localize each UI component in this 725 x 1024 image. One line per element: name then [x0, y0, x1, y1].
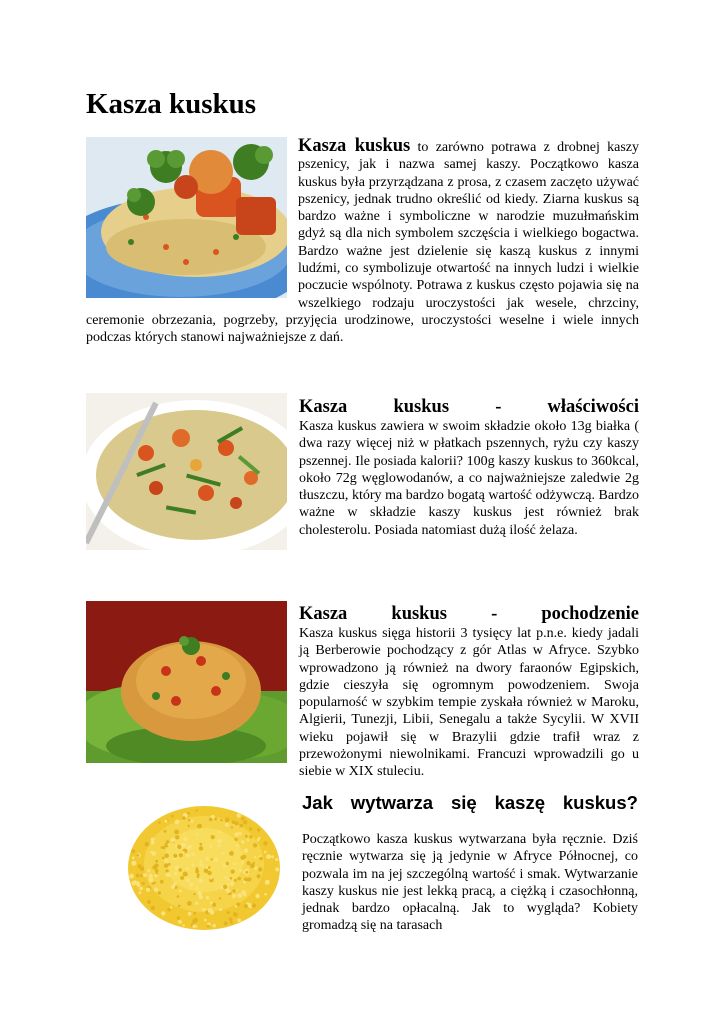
- production-heading: [302, 792, 638, 814]
- heading-word: -: [495, 397, 502, 417]
- production-paragraph: Początkowo kasza kuskus wytwarzana była ręcznie. Dziś ręcznie wytwarza się ją jedynie w Afryce Północnej, co pozwala im na jej szczególną wartość i smak. Wytwarzanie kaszy kuskus nie jest lekką pracą, a ciężką i czasochłonną, jednak bardzo opłacalną. Jak to wygląda? Kobiety gromadzą się na tarasach: [302, 832, 638, 934]
- origin-paragraph: Kasza kuskus sięga historii 3 tysięcy lat p.n.e. kiedy jadali ją Berberowie pochodzący z gór Atlas w Afryce. Szybko wprowadzono ją również na dwory faraonów Egipskich, gdzie cieszyła się ogromnym powodzeniem. Swoja popularność w szybkim tempie zyskała również w Maroku, Algierii, Tunezji, Libii, Senegalu a także Sycylii. W XVII wieku pojawił się w Brazylii gdzie trafił wraz z przewożonymi niewolnikami. Francuzi wprowadzili go u siebie w XIX stuleciu.: [299, 626, 639, 780]
- heading-word: pochodzenie: [541, 604, 639, 624]
- intro-paragraph: [86, 138, 639, 347]
- heading-word: wytwarza: [350, 792, 434, 813]
- heading-word: Kasza: [299, 604, 348, 624]
- heading-word: Kasza: [299, 397, 348, 417]
- heading-word: się: [450, 792, 477, 813]
- properties-heading: [299, 396, 639, 418]
- properties-paragraph: Kasza kuskus zawiera w swoim składzie około 13g białka ( dwa razy więcej niż w płatkach pszennych, ryżu czy kaszy pszennej. Ile posiada kalorii? 100g kaszy kuskus to 360kcal, około 72g węglowodanów, a co najważniejsze zaledwie 2g tłuszczu, który ma bardzo bogatą wartość odżywczą. Bardzo ważne w składzie kaszy kuskus jest również brak cholesterolu. Posiada natomiast dużą ilość żelaza.: [299, 419, 639, 538]
- section-intro: [86, 138, 639, 347]
- page-title: Kasza kuskus: [86, 88, 257, 120]
- heading-word: kaszę: [494, 792, 545, 813]
- section-properties: [299, 396, 639, 539]
- origin-heading: [299, 603, 639, 625]
- heading-word: kuskus: [391, 604, 447, 624]
- heading-word: Jak: [302, 792, 333, 813]
- heading-word: -: [491, 604, 498, 624]
- intro-lead: Kasza kuskus: [298, 136, 411, 156]
- heading-word: kuskus: [393, 397, 450, 417]
- image-float-spacer: [86, 138, 298, 300]
- heading-word: właściwości: [547, 397, 639, 417]
- couscous-lettuce-photo: [86, 601, 287, 763]
- couscous-salad-photo: [86, 393, 287, 550]
- heading-word: kuskus?: [562, 792, 638, 813]
- section-origin: [299, 603, 639, 781]
- intro-text: to zarówno potrawa z drobnej kaszy pszenicy, jak i nazwa samej kaszy. Początkowo kasza kuskus była przyrządzana z prosa, z czasem zaczęto używać pszenicy, jednak trudno określić od kiedy. Ziarna kuskus są bardzo ważne i symboliczne w narodzie muzułmańskim gdyż są dla nich symbolem szczęścia i wielkiego bogactwa. Bardzo ważne jest dzielenie się kaszą kuskus z innymi ludźmi, co symbolizuje otwartość na innych ludzi i wielkie poczucie wspólnoty. Potrawa z kuskus często pojawia się na wszelkiego rodzaju uroczystości jak wesele, chrzciny, ceremonie obrzezania, pogrzeby, przyjęcia urodzinowe, uroczystości weselne i wiele innych podczas których stanowi najważniejsze z dań.: [86, 140, 639, 346]
- section-production: [302, 792, 638, 935]
- couscous-grains-photo: [118, 790, 290, 938]
